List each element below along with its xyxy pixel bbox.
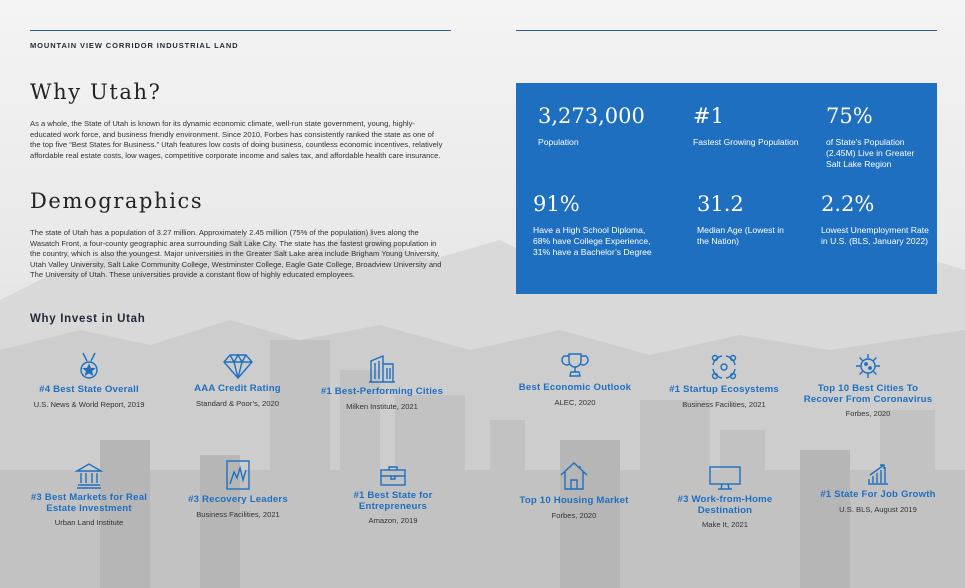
award-best-performing-cities <box>312 353 452 411</box>
award-source: Standard & Poor’s, 2020 <box>196 398 279 408</box>
award-source: Business Facilities, 2021 <box>196 509 280 519</box>
stat-population <box>538 103 668 148</box>
award-title: Top 10 Best Cities To Recover From Coronavirus <box>803 383 933 405</box>
stat-label: Lowest Unemployment Rate in U.S. (BLS, January 2022) <box>821 225 929 246</box>
award-title: #1 State For Job Growth <box>820 489 936 500</box>
why-utah-heading: Why Utah? <box>30 80 162 104</box>
stat-label: Population <box>538 137 579 147</box>
trophy-icon <box>561 351 589 379</box>
stat-unemployment <box>821 191 931 247</box>
award-title: #1 Best-Performing Cities <box>320 386 444 397</box>
award-title: #4 Best State Overall <box>39 384 139 395</box>
document-header: MOUNTAIN VIEW CORRIDOR INDUSTRIAL LAND <box>30 41 239 50</box>
award-job-growth <box>820 462 936 514</box>
stat-label: Fastest Growing Population <box>693 137 799 147</box>
award-title: #1 Best State for Entrepreneurs <box>353 490 433 512</box>
award-best-state <box>20 351 158 409</box>
bank-icon <box>75 461 103 489</box>
stat-value: 75% <box>826 104 873 128</box>
stat-value: 91% <box>533 192 580 216</box>
award-source: U.S. BLS, August 2019 <box>839 504 917 514</box>
award-credit-rating <box>170 352 305 408</box>
award-work-from-home <box>659 465 791 529</box>
chart-icon <box>225 459 251 491</box>
stat-growth <box>693 103 803 148</box>
demographics-paragraph: The state of Utah has a population of 3.27 million. Approximately 2.45 million (75% of the population) lives along the Wasatch Front, a four-county geographic area surrounding Salt Lake City. The state has the fastest growing population in the country, which is also the youngest. Major universities in the Greater Salt Lake area include Brigham Young University, Utah Valley University, Salt Lake Community College, Westminster College, Eagle Gate College, Broadview University and The University of Utah. These universities provide a constant flow of highly educated employees. <box>30 228 442 280</box>
award-source: Amazon, 2019 <box>368 516 418 525</box>
building-icon <box>367 353 397 383</box>
why-invest-heading: Why Invest in Utah <box>30 313 146 325</box>
award-title: #3 Recovery Leaders <box>188 494 288 505</box>
stat-education <box>533 191 663 258</box>
stat-label: Have a High School Diploma, 68% have College Experience, 31% have a Bachelor’s Degree <box>533 225 652 257</box>
briefcase-icon <box>379 465 407 487</box>
top-rule-right <box>516 30 937 31</box>
why-utah-paragraph: As a whole, the State of Utah is known for its dynamic economic climate, well-run state government, young, highly-educated work force, and business friendly environment. Since 2010, Forbes has consistently ranked the state as one of the top five “Best States for Business.” Utah features low costs of doing business, countless economic incentives, relatively affordable real estate costs, low wages, competitive corporate income and sales tax, and affordable health care insurance. <box>30 119 443 160</box>
stat-label: of State's Population (2.45M) Live in Greater Salt Lake Region <box>826 137 915 169</box>
award-startup-ecosystems <box>655 353 793 409</box>
award-housing-market <box>510 460 638 520</box>
demographics-heading: Demographics <box>30 189 204 213</box>
medal-icon <box>75 351 103 381</box>
top-rule-left <box>30 30 451 31</box>
award-recovery-leaders <box>180 459 296 519</box>
award-title: #1 Startup Ecosystems <box>669 384 779 395</box>
award-title: #3 Work-from-Home Destination <box>677 494 773 516</box>
award-source: Milken Institute, 2021 <box>346 401 418 411</box>
stat-value: 3,273,000 <box>538 104 645 128</box>
monitor-icon <box>708 465 742 491</box>
growth-chart-icon <box>866 462 890 486</box>
award-title: AAA Credit Rating <box>194 383 281 394</box>
stat-share <box>826 103 926 170</box>
award-coronavirus-recovery <box>798 352 938 418</box>
stat-value: #1 <box>693 104 724 128</box>
award-title: Best Economic Outlook <box>518 382 632 393</box>
award-source: Urban Land Institute <box>54 518 124 527</box>
award-source: Forbes, 2020 <box>845 409 891 418</box>
stat-value: 2.2% <box>821 192 875 216</box>
award-economic-outlook <box>512 351 638 407</box>
award-title: Top 10 Housing Market <box>519 495 629 506</box>
award-source: Business Facilities, 2021 <box>682 399 766 409</box>
stat-median-age <box>697 191 797 247</box>
award-source: ALEC, 2020 <box>554 397 596 407</box>
award-real-estate-investment <box>22 461 156 527</box>
award-source: U.S. News & World Report, 2019 <box>33 399 145 409</box>
stat-value: 31.2 <box>697 192 744 216</box>
diamond-icon <box>222 352 254 380</box>
stat-label: Median Age (Lowest in the Nation) <box>697 225 784 246</box>
award-source: Forbes, 2020 <box>551 510 597 520</box>
award-entrepreneurs <box>326 465 460 525</box>
award-source: Make It, 2021 <box>701 520 748 529</box>
virus-icon <box>854 352 882 380</box>
house-icon <box>558 460 590 492</box>
network-icon <box>710 353 738 381</box>
award-title: #3 Best Markets for Real Estate Investment <box>30 492 148 514</box>
stats-panel <box>516 83 937 294</box>
